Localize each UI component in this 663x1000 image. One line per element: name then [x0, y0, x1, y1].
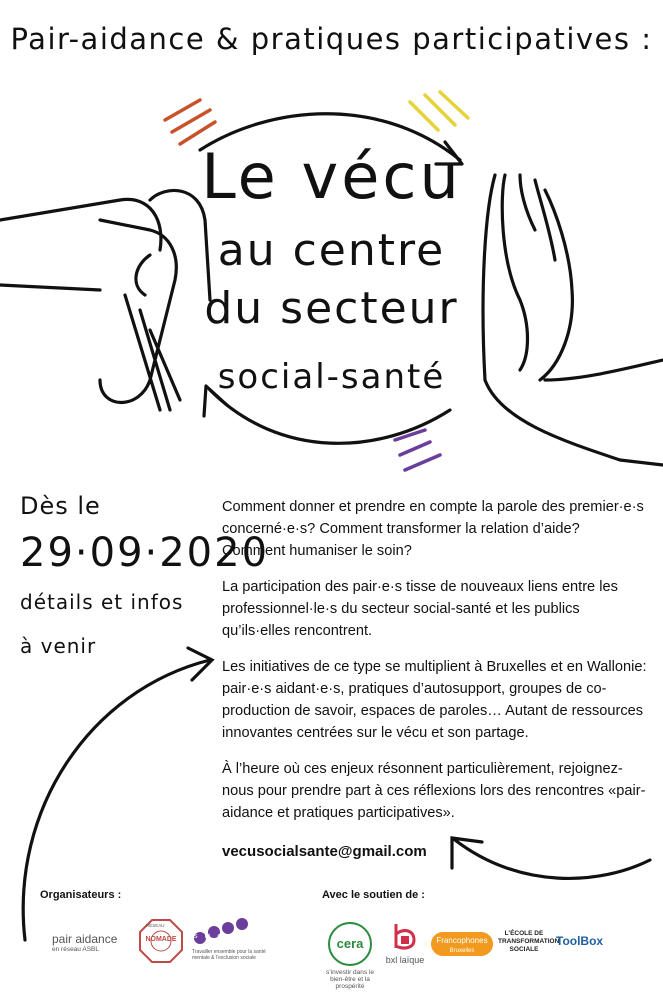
paragraph-3: Les initiatives de ce type se multiplient à Bruxelles et en Wallonie: pair·e·s aidant·e·s, pratiques d’autosupport, groupes de co-production de savoir, espaces de paroles… Autant de ressources innovantes centrées sur le vécu et son partage.: [222, 659, 647, 741]
logo-toolbox: ToolBox: [556, 934, 604, 948]
logo-bxl-laique-name: bxl laïque: [385, 955, 425, 965]
logo-ecole-transformation-sociale: L’ÉCOLE DE TRANSFORMATION SOCIALE: [498, 930, 560, 953]
right-curved-arrow: [455, 840, 650, 878]
date-label: Dès le: [20, 492, 101, 520]
body-text: [222, 496, 647, 838]
logo-nomade: [138, 918, 184, 964]
logo-smes-sub: Travailler ensemble pour la santé mentale & l’exclusion sociale: [192, 949, 266, 961]
logo-cera-sub: s’investir dans le bien-être et la prospérité: [325, 969, 375, 990]
logo-bxl-laique: [383, 922, 427, 965]
contact-email[interactable]: vecusocialsante@gmail.com: [222, 843, 427, 860]
logo-pair-aidance-sub: en réseau ASBL: [52, 946, 99, 953]
logo-francophones-name: Francophones: [436, 936, 488, 945]
paragraph-4: À l’heure où ces enjeux résonnent particulièrement, rejoignez-nous pour prendre part à ces réflexions lors des rencontres «pair-aidance et pratiques participatives».: [222, 761, 646, 821]
logo-francophones-sub: Bruxelles: [449, 948, 475, 954]
bxl-laique-icon: [390, 922, 420, 952]
logo-smes-name: smes: [194, 933, 239, 940]
logo-nomade-name: NOMADE: [145, 936, 177, 943]
main-title-line-1: Le vécu: [201, 140, 462, 213]
event-date: 29·09·2020: [20, 530, 270, 576]
poster-header: Pair-aidance & pratiques participatives :: [10, 22, 653, 56]
paragraph-1: Comment donner et prendre en compte la parole des premier·e·s concerné·e·s? Comment transformer la relation d’aide? Comment humaniser le soin?: [222, 499, 644, 559]
main-title-line-2: au centre: [217, 225, 446, 276]
logo-pair-aidance-name: pair aidance: [52, 932, 118, 946]
main-title-line-3: du secteur: [204, 283, 459, 334]
logo-cera-name: cera: [328, 922, 372, 966]
paragraph-2: La participation des pair·e·s tisse de nouveaux liens entre les professionnel·le·s du secteur social-santé et les publics qu’ils·elles rencontrent.: [222, 579, 618, 639]
coming-text: à venir: [20, 634, 97, 658]
accent-purple-2: [400, 442, 430, 455]
main-title-line-4: social-santé: [217, 357, 446, 397]
organisers-label: Organisateurs :: [40, 889, 122, 901]
support-label: Avec le soutien de :: [322, 889, 425, 901]
logo-nomade-sub: RÉSEAU: [146, 923, 165, 928]
accent-purple-3: [405, 455, 440, 470]
logo-cera: [322, 922, 378, 990]
logo-pair-aidance: [52, 932, 132, 953]
logo-francophones: [431, 932, 493, 956]
logo-smes: [192, 918, 292, 961]
date-block: [20, 492, 270, 658]
details-text: détails et infos: [20, 590, 184, 614]
smes-dots-icon: [192, 918, 252, 946]
